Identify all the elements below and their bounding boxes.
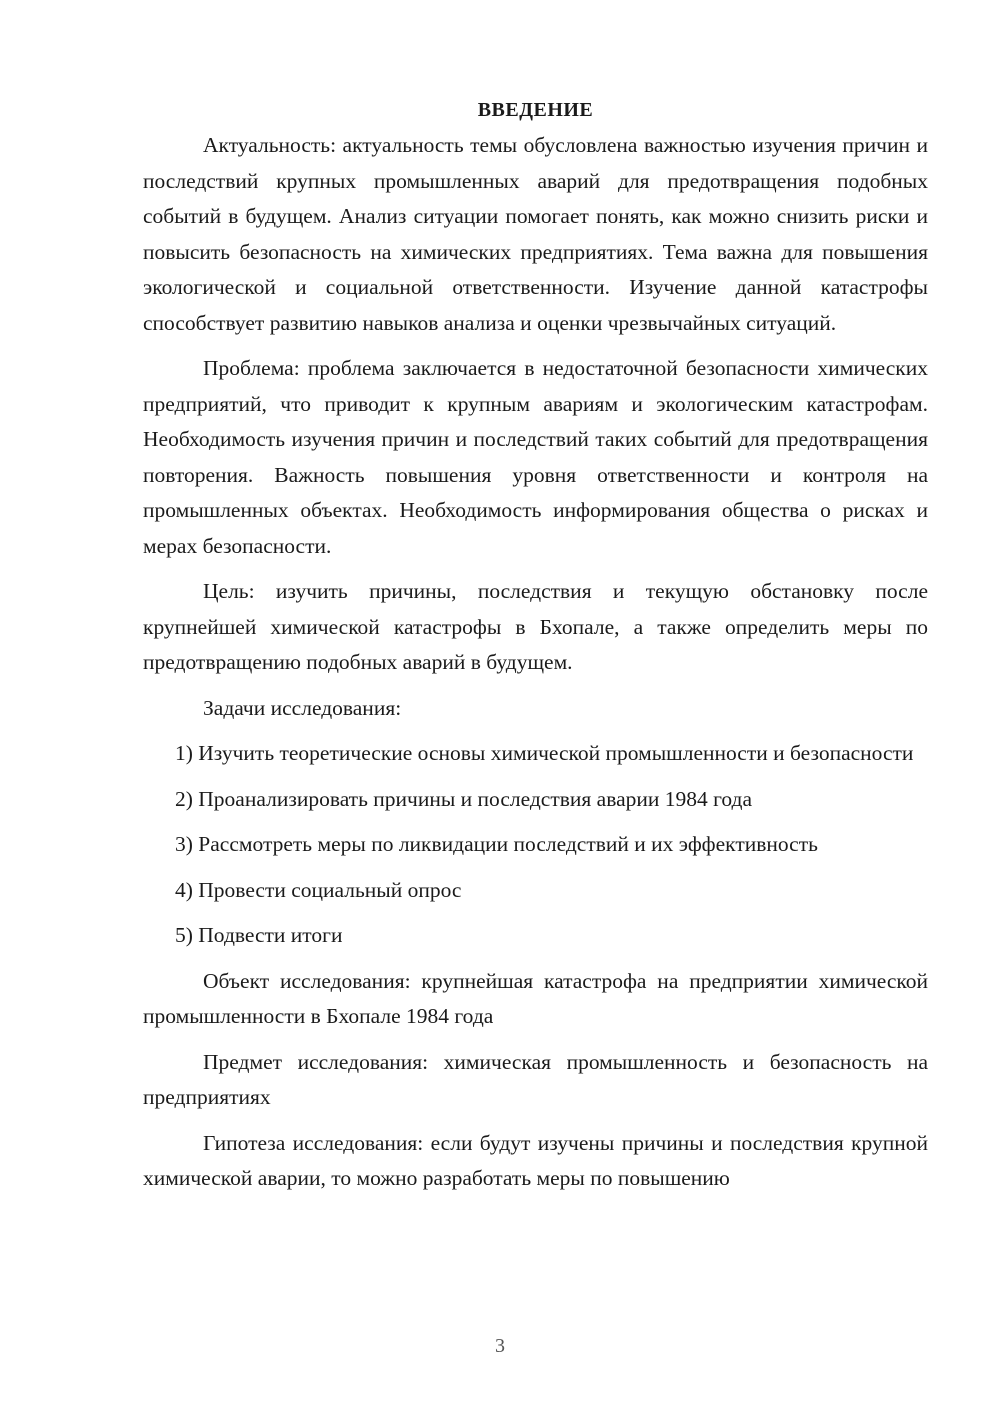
- paragraph-hypothesis: Гипотеза исследования: если будут изучены причины и последствия крупной химической аварии, то можно разработать меры по повышению: [143, 1130, 928, 1190]
- paragraph-object: Объект исследования: крупнейшая катастрофа на предприятии химической промышленности в Бхопале 1984 года: [143, 968, 928, 1028]
- list-item: 1) Изучить теоретические основы химической промышленности и безопасности: [175, 741, 914, 765]
- page-number: 3: [495, 1335, 505, 1357]
- page-body: [143, 96, 928, 1207]
- list-item: 3) Рассмотреть меры по ликвидации последствий и их эффективность: [175, 832, 818, 856]
- list-item: 2) Проанализировать причины и последствия аварии 1984 года: [175, 786, 753, 811]
- paragraph-relevance: Актуальность: актуальность темы обусловлена важностью изучения причин и последствий крупных промышленных аварий для предотвращения подобных событий в будущем. Анализ ситуации помогает понять, как можно снизить риски и повысить безопасность на химических предприятиях. Тема важна для повышения экологической и социальной ответственности. Изучение данной катастрофы способствует развитию навыков анализа и оценки чрезвычайных ситуаций.: [143, 133, 928, 335]
- tasks-list: [143, 736, 928, 954]
- list-item: 4) Провести социальный опрос: [175, 877, 462, 902]
- paragraph-subject: Предмет исследования: химическая промышленность и безопасность на предприятиях: [143, 1049, 928, 1109]
- page-title: ВВЕДЕНИЕ: [477, 99, 594, 121]
- list-item: 5) Подвести итоги: [175, 923, 343, 947]
- tasks-heading: Задачи исследования:: [203, 695, 402, 720]
- paragraph-problem: Проблема: проблема заключается в недостаточной безопасности химических предприятий, что приводит к крупным авариям и экологическим катастрофам. Необходимость изучения причин и последствий таких событий для предотвращения повторения. Важность повышения уровня ответственности и контроля на промышленных объектах. Необходимость информирования общества о рисках и мерах безопасности.: [143, 356, 928, 558]
- paragraph-goal: Цель: изучить причины, последствия и текущую обстановку после крупнейшей химической катастрофы в Бхопале, а также определить меры по предотвращению подобных аварий в будущем.: [143, 579, 928, 674]
